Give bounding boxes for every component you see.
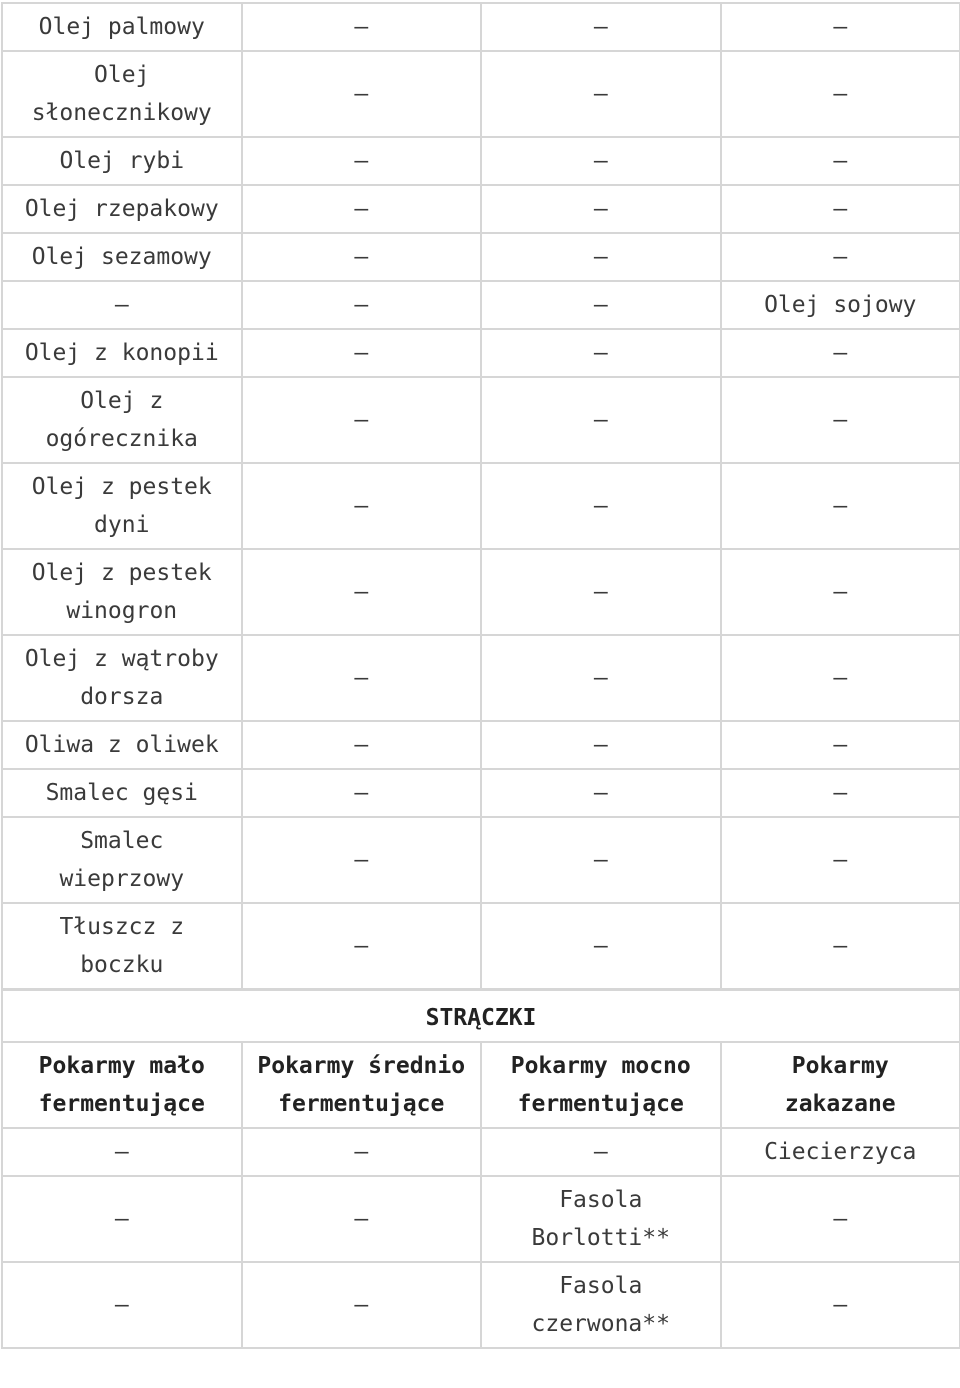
section-title: STRĄCZKI <box>2 990 960 1043</box>
table-cell: — <box>2 1128 242 1176</box>
table-cell: — <box>2 1262 242 1348</box>
table-cell: Olej z pestek winogron <box>2 549 242 635</box>
table-cell: — <box>721 769 960 817</box>
table-cell: Smalec gęsi <box>2 769 242 817</box>
table-cell: — <box>242 817 482 903</box>
table-row <box>2 377 960 463</box>
table-cell: — <box>481 903 721 990</box>
table-cell: — <box>242 3 482 51</box>
table-cell: — <box>721 721 960 769</box>
table-cell: Olej z pestek dyni <box>2 463 242 549</box>
table-cell: — <box>481 51 721 137</box>
table-row <box>2 769 960 817</box>
table-row <box>2 721 960 769</box>
table-row <box>2 1176 960 1262</box>
table-row <box>2 185 960 233</box>
table-row <box>2 817 960 903</box>
header-forbidden: Pokarmy zakazane <box>721 1042 960 1128</box>
table-cell: — <box>242 329 482 377</box>
table-cell: Olej słonecznikowy <box>2 51 242 137</box>
table-cell: Olej sezamowy <box>2 233 242 281</box>
table-row <box>2 3 960 51</box>
table-cell: — <box>721 3 960 51</box>
table-cell: — <box>242 549 482 635</box>
food-table <box>1 2 960 1349</box>
table-cell: — <box>481 1128 721 1176</box>
header-high-fermenting: Pokarmy mocno fermentujące <box>481 1042 721 1128</box>
table-cell: — <box>481 233 721 281</box>
table-cell: Olej rybi <box>2 137 242 185</box>
table-cell: — <box>242 769 482 817</box>
table-cell: — <box>242 377 482 463</box>
table-cell: — <box>721 377 960 463</box>
food-table-body <box>2 3 960 1348</box>
table-cell: — <box>2 281 242 329</box>
section-row <box>2 990 960 1043</box>
table-cell: — <box>721 817 960 903</box>
table-cell: Olej sojowy <box>721 281 960 329</box>
table-cell: — <box>481 463 721 549</box>
table-row <box>2 903 960 990</box>
header-low-fermenting: Pokarmy mało fermentujące <box>2 1042 242 1128</box>
table-cell: — <box>721 51 960 137</box>
table-cell: Olej palmowy <box>2 3 242 51</box>
table-cell: — <box>721 1176 960 1262</box>
header-row <box>2 1042 960 1128</box>
table-cell: — <box>242 635 482 721</box>
table-cell: — <box>242 1176 482 1262</box>
table-cell: Oliwa z oliwek <box>2 721 242 769</box>
table-cell: — <box>481 635 721 721</box>
table-cell: — <box>481 329 721 377</box>
table-cell: — <box>242 51 482 137</box>
table-cell: — <box>242 185 482 233</box>
table-cell: Smalec wieprzowy <box>2 817 242 903</box>
table-row <box>2 233 960 281</box>
table-row <box>2 549 960 635</box>
table-cell: — <box>721 903 960 990</box>
table-row <box>2 1128 960 1176</box>
table-cell: — <box>721 233 960 281</box>
table-row <box>2 329 960 377</box>
table-cell: — <box>721 329 960 377</box>
table-cell: — <box>721 137 960 185</box>
table-cell: — <box>481 549 721 635</box>
table-cell: Olej z wątroby dorsza <box>2 635 242 721</box>
table-cell: Olej z ogórecznika <box>2 377 242 463</box>
table-cell: Tłuszcz z boczku <box>2 903 242 990</box>
table-row <box>2 1262 960 1348</box>
table-cell: — <box>242 463 482 549</box>
table-row <box>2 281 960 329</box>
table-cell: — <box>481 3 721 51</box>
table-cell: — <box>481 817 721 903</box>
table-cell: — <box>242 903 482 990</box>
table-row <box>2 137 960 185</box>
table-cell: — <box>242 281 482 329</box>
table-cell: — <box>242 721 482 769</box>
table-cell: — <box>721 463 960 549</box>
table-row <box>2 51 960 137</box>
table-cell: — <box>481 137 721 185</box>
table-cell: Olej rzepakowy <box>2 185 242 233</box>
table-cell: — <box>242 137 482 185</box>
table-cell: — <box>242 1128 482 1176</box>
table-cell: — <box>242 233 482 281</box>
table-row <box>2 463 960 549</box>
table-cell: — <box>481 281 721 329</box>
table-cell: Fasola Borlotti** <box>481 1176 721 1262</box>
table-row <box>2 635 960 721</box>
table-cell: Fasola czerwona** <box>481 1262 721 1348</box>
table-cell: — <box>481 377 721 463</box>
table-cell: — <box>721 185 960 233</box>
table-cell: Ciecierzyca <box>721 1128 960 1176</box>
table-cell: — <box>721 549 960 635</box>
table-cell: Olej z konopii <box>2 329 242 377</box>
table-cell: — <box>481 721 721 769</box>
table-cell: — <box>242 1262 482 1348</box>
table-cell: — <box>481 769 721 817</box>
table-cell: — <box>721 1262 960 1348</box>
table-cell: — <box>481 185 721 233</box>
table-cell: — <box>721 635 960 721</box>
table-cell: — <box>2 1176 242 1262</box>
header-medium-fermenting: Pokarmy średnio fermentujące <box>242 1042 482 1128</box>
